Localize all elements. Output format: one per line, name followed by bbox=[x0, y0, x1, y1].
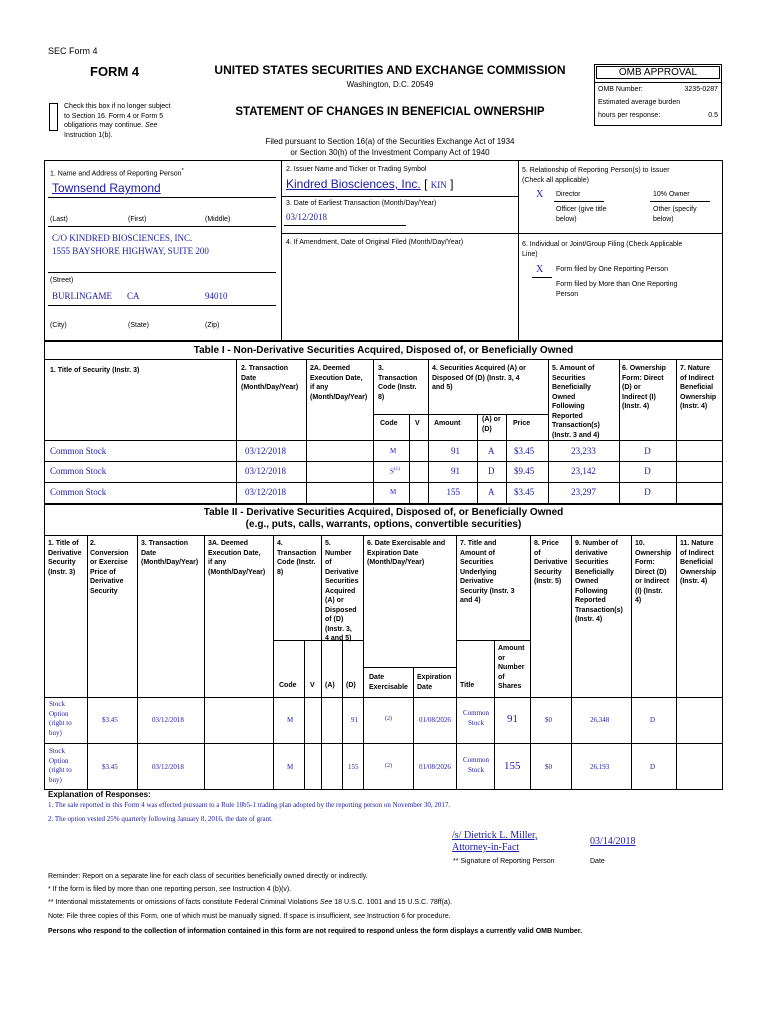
t1-r1-title: Common Stock bbox=[50, 446, 107, 456]
t1-sub-price: Price bbox=[513, 420, 531, 427]
omb-hours-value: 0.5 bbox=[708, 112, 718, 119]
t1-r1-owned: 23,233 bbox=[571, 446, 596, 456]
omb-number-label: OMB Number: bbox=[598, 86, 643, 93]
t2-h-owned: 9. Number of derivative Securities Beneficially Owned Following Reported Transaction(s) (Instr. 4) bbox=[575, 540, 623, 623]
t2-r2-underlying-title: Common Stock bbox=[462, 756, 490, 774]
t2-h-number: 5. Number of Derivative Securities Acquired (A) or Disposed of (D) (Instr. 3, 4 and 5) bbox=[325, 540, 359, 642]
t1-r3-form: D bbox=[644, 487, 651, 497]
relationship-label: 5. Relationship of Reporting Person(s) to Issuer (Check all applicable) bbox=[522, 167, 670, 184]
t2-r1-expiration: 01/08/2026 bbox=[419, 716, 451, 724]
t2-sub-a: (A) bbox=[325, 682, 335, 689]
city-value: BURLINGAME bbox=[52, 291, 112, 301]
t1-r1-price: $3.45 bbox=[514, 446, 535, 456]
t2-h-ownership-form: 10. Ownership Form: Direct (D) or Indirect (I) (Instr. 4) bbox=[635, 540, 672, 604]
reporting-person-label: 1. Name and Address of Reporting Person* bbox=[50, 168, 184, 178]
signature: /s/ Dietrick L. Miller, Attorney-in-Fact bbox=[452, 830, 538, 853]
street-label: (Street) bbox=[50, 277, 74, 284]
t1-r3-code: M bbox=[390, 488, 397, 496]
earliest-date-label: 3. Date of Earliest Transaction (Month/Day/Year) bbox=[286, 200, 437, 207]
t2-r2-date: 03/12/2018 bbox=[152, 763, 184, 771]
t2-r1-title: Stock Option (right to buy) bbox=[49, 700, 72, 737]
t1-r2-form: D bbox=[644, 466, 651, 476]
t1-r2-ad: D bbox=[488, 466, 495, 476]
t2-r1-date: 03/12/2018 bbox=[152, 716, 184, 724]
t2-h-nature: 11. Nature of Indirect Beneficial Ownership (Instr. 4) bbox=[680, 540, 717, 585]
t2-r2-underlying-amount: 155 bbox=[504, 760, 521, 772]
t2-sub-title: Title bbox=[460, 682, 475, 689]
t1-h-deemed: 2A. Deemed Execution Date, if any (Month/Day/Year) bbox=[310, 365, 368, 401]
omb-title: OMB APPROVAL bbox=[596, 66, 720, 79]
t2-h-conversion: 2. Conversion or Exercise Price of Derivative Security bbox=[90, 540, 129, 595]
statement-title: STATEMENT OF CHANGES IN BENEFICIAL OWNERSHIP bbox=[235, 106, 545, 118]
sec-form-label: SEC Form 4 bbox=[48, 46, 98, 56]
t1-h-code: 3. Transaction Code (Instr. 8) bbox=[378, 365, 418, 401]
t2-h-underlying: 7. Title and Amount of Securities Underlying Derivative Security (Instr. 3 and 4) bbox=[460, 540, 515, 604]
t2-sub-amount: Amount or Number of Shares bbox=[498, 645, 525, 690]
t2-h-title: 1. Title of Derivative Security (Instr. 3) bbox=[48, 540, 82, 576]
t1-r2-price: $9.45 bbox=[514, 466, 535, 476]
t1-r2-code: $S^{(1)}$ bbox=[390, 467, 400, 476]
t2-r2-code: M bbox=[287, 763, 294, 771]
footnote-1: 1. The sale reported in this Form 4 was effected pursuant to a Rule 10b5-1 trading plan adopted by the reporting person on November 30, 2017. bbox=[48, 801, 451, 809]
t1-r2-amount: 91 bbox=[451, 466, 460, 476]
t2-r2-form: D bbox=[650, 763, 656, 771]
t1-h-acquired: 4. Securities Acquired (A) or Disposed Of (D) (Instr. 3, 4 and 5) bbox=[432, 365, 526, 391]
t2-r2-expiration: 01/08/2026 bbox=[419, 763, 451, 771]
t2-r1-code: M bbox=[287, 716, 294, 724]
filing-type-label: 6. Individual or Joint/Group Filing (Check Applicable Line) bbox=[522, 241, 683, 258]
t2-sub-expiration: Expiration Date bbox=[417, 674, 452, 691]
table-1-title: Table I - Non-Derivative Securities Acquired, Disposed of, or Beneficially Owned bbox=[193, 345, 574, 356]
t2-h-exercisable: 6. Date Exercisable and Expiration Date (Month/Day/Year) bbox=[367, 540, 446, 566]
t2-sub-d: (D) bbox=[346, 682, 356, 689]
ten-percent-owner-label: 10% Owner bbox=[653, 191, 690, 198]
t2-r1-exercisable: (2) bbox=[385, 716, 392, 722]
t1-sub-amount: Amount bbox=[434, 420, 461, 427]
amendment-label: 4. If Amendment, Date of Original Filed (Month/Day/Year) bbox=[286, 239, 464, 246]
t2-r2-d: 155 bbox=[348, 763, 359, 771]
checkbox-instructions: Check this box if no longer subject to Section 16. Form 4 or Form 5 obligations may continue. See Instruction 1(b). bbox=[64, 103, 171, 139]
other-label: Other (specify below) bbox=[653, 206, 697, 223]
issuer-ticker: KIN bbox=[430, 180, 447, 190]
t1-r1-code: M bbox=[390, 447, 397, 455]
director-label: Director bbox=[556, 191, 581, 198]
t2-r1-conversion: $3.45 bbox=[102, 716, 118, 724]
persons-notice: Persons who respond to the collection of information contained in this form are not required to respond unless the form displays a currently valid OMB Number. bbox=[48, 928, 583, 935]
t2-h-price: 8. Price of Derivative Security (Instr. 5) bbox=[534, 540, 568, 585]
t2-r2-conversion: $3.45 bbox=[102, 763, 118, 771]
state-value: CA bbox=[127, 291, 140, 301]
last-name-label: (Last) bbox=[50, 216, 68, 223]
middle-name-label: (Middle) bbox=[205, 216, 231, 223]
officer-label: Officer (give title below) bbox=[556, 206, 607, 223]
reminder-text: Reminder: Report on a separate line for each class of securities beneficially owned directly or indirectly. bbox=[48, 873, 368, 880]
reporting-address: C/O KINDRED BIOSCIENCES, INC. 1555 BAYSHORE HIGHWAY, SUITE 200 bbox=[52, 233, 209, 256]
t2-sub-code: Code bbox=[279, 682, 297, 689]
t1-r3-amount: 155 bbox=[446, 487, 460, 497]
t2-r2-title: Stock Option (right to buy) bbox=[49, 747, 72, 784]
note-text: Note: File three copies of this Form, one of which must be manually signed. If space is insufficient, see Instruction 6 for procedure. bbox=[48, 913, 451, 920]
director-mark[interactable]: X bbox=[536, 189, 544, 200]
instruction-star-2: ** Intentional misstatements or omissions of facts constitute Federal Criminal Violations See 18 U.S.C. 1001 and 15 U.S.C. 78ff(a). bbox=[48, 899, 453, 906]
one-person-mark[interactable]: X bbox=[536, 264, 544, 275]
t1-r1-ad: A bbox=[488, 446, 495, 456]
t2-r2-owned: 26,193 bbox=[590, 763, 610, 771]
t1-sub-ad: (A) or (D) bbox=[482, 416, 501, 433]
more-person-label: Form filed by More than One Reporting Person bbox=[556, 281, 678, 298]
city-label: (City) bbox=[50, 322, 67, 329]
t1-r3-price: $3.45 bbox=[514, 487, 535, 497]
commission-title: UNITED STATES SECURITIES AND EXCHANGE COMMISSION bbox=[214, 63, 566, 77]
t2-r1-price: $0 bbox=[545, 716, 552, 724]
t2-r1-owned: 26,348 bbox=[590, 716, 610, 724]
one-person-label: Form filed by One Reporting Person bbox=[556, 266, 669, 273]
t1-r3-title: Common Stock bbox=[50, 487, 107, 497]
issuer-name[interactable]: Kindred Biosciences, Inc. bbox=[286, 177, 421, 191]
t1-sub-code: Code bbox=[380, 420, 398, 427]
signature-label: ** Signature of Reporting Person bbox=[453, 858, 555, 865]
t1-r3-date: 03/12/2018 bbox=[245, 487, 287, 497]
instruction-star-1: * If the form is filed by more than one reporting person, see Instruction 4 (b)(v). bbox=[48, 886, 292, 893]
t2-sub-date-exercisable: Date Exercisable bbox=[369, 674, 408, 691]
t1-h-ownership-form: 6. Ownership Form: Direct (D) or Indirect (I) (Instr. 4) bbox=[622, 365, 666, 410]
t1-r1-date: 03/12/2018 bbox=[245, 446, 287, 456]
t2-r1-underlying-title: Common Stock bbox=[462, 709, 490, 727]
t1-h-nature: 7. Nature of Indirect Beneficial Ownership (Instr. 4) bbox=[680, 365, 717, 410]
t2-r1-form: D bbox=[650, 716, 656, 724]
omb-number-value: 3235-0287 bbox=[684, 86, 718, 93]
t1-r2-date: 03/12/2018 bbox=[245, 466, 287, 476]
t2-sub-v: V bbox=[310, 682, 315, 689]
t1-r1-amount: 91 bbox=[451, 446, 460, 456]
t1-sub-v: V bbox=[415, 420, 420, 427]
table-2-title: Table II - Derivative Securities Acquired, Disposed of, or Beneficially Owned (e.g., puts, calls, warrants, options, convertible securities) bbox=[203, 507, 564, 530]
t1-r3-ad: A bbox=[488, 487, 495, 497]
t1-r2-title: Common Stock bbox=[50, 466, 107, 476]
zip-label: (Zip) bbox=[205, 322, 220, 329]
no-longer-subject-checkbox[interactable] bbox=[49, 103, 58, 131]
date-label: Date bbox=[590, 858, 605, 865]
first-name-label: (First) bbox=[128, 216, 147, 223]
t2-r2-exercisable: (2) bbox=[385, 763, 392, 769]
footnote-2: 2. The option vested 25% quarterly following January 8, 2016, the date of grant. bbox=[48, 815, 273, 823]
reporting-person-name[interactable]: Townsend Raymond bbox=[52, 181, 161, 195]
t2-r1-d: 91 bbox=[351, 716, 358, 724]
issuer-name-ticker: Kindred Biosciences, Inc. [ KIN ] bbox=[286, 177, 454, 191]
state-label: (State) bbox=[128, 322, 150, 329]
explanation-title: Explanation of Responses: bbox=[48, 790, 151, 799]
omb-hours-label: hours per response: bbox=[598, 112, 661, 119]
commission-city: Washington, D.C. 20549 bbox=[346, 80, 434, 89]
t2-r1-underlying-amount: 91 bbox=[507, 713, 518, 725]
t1-h-date: 2. Transaction Date (Month/Day/Year) bbox=[241, 365, 299, 391]
t1-h-title: 1. Title of Security (Instr. 3) bbox=[50, 367, 140, 374]
issuer-label: 2. Issuer Name and Ticker or Trading Symbol bbox=[286, 166, 427, 173]
t2-h-date: 3. Transaction Date (Month/Day/Year) bbox=[141, 540, 199, 566]
earliest-date-value: 03/12/2018 bbox=[286, 212, 328, 222]
t2-r2-price: $0 bbox=[545, 763, 552, 771]
t1-r1-form: D bbox=[644, 446, 651, 456]
zip-value: 94010 bbox=[205, 291, 228, 301]
form-number: FORM 4 bbox=[90, 64, 140, 79]
t1-r3-owned: 23,297 bbox=[571, 487, 596, 497]
signature-date: 03/14/2018 bbox=[590, 836, 636, 847]
t2-h-deemed: 3A. Deemed Execution Date, if any (Month/Day/Year) bbox=[208, 540, 266, 576]
omb-burden-label: Estimated average burden bbox=[598, 99, 681, 106]
t1-h-amount-owned: 5. Amount of Securities Beneficially Owned Following Reported Transaction(s) (Instr. 3 and 4) bbox=[552, 365, 600, 439]
filed-pursuant: Filed pursuant to Section 16(a) of the Securities Exchange Act of 1934 or Section 30(h) of the Investment Company Act of 1940 bbox=[265, 137, 515, 157]
t1-r2-owned: 23,142 bbox=[571, 466, 596, 476]
t2-h-code: 4. Transaction Code (Instr. 8) bbox=[277, 540, 317, 576]
